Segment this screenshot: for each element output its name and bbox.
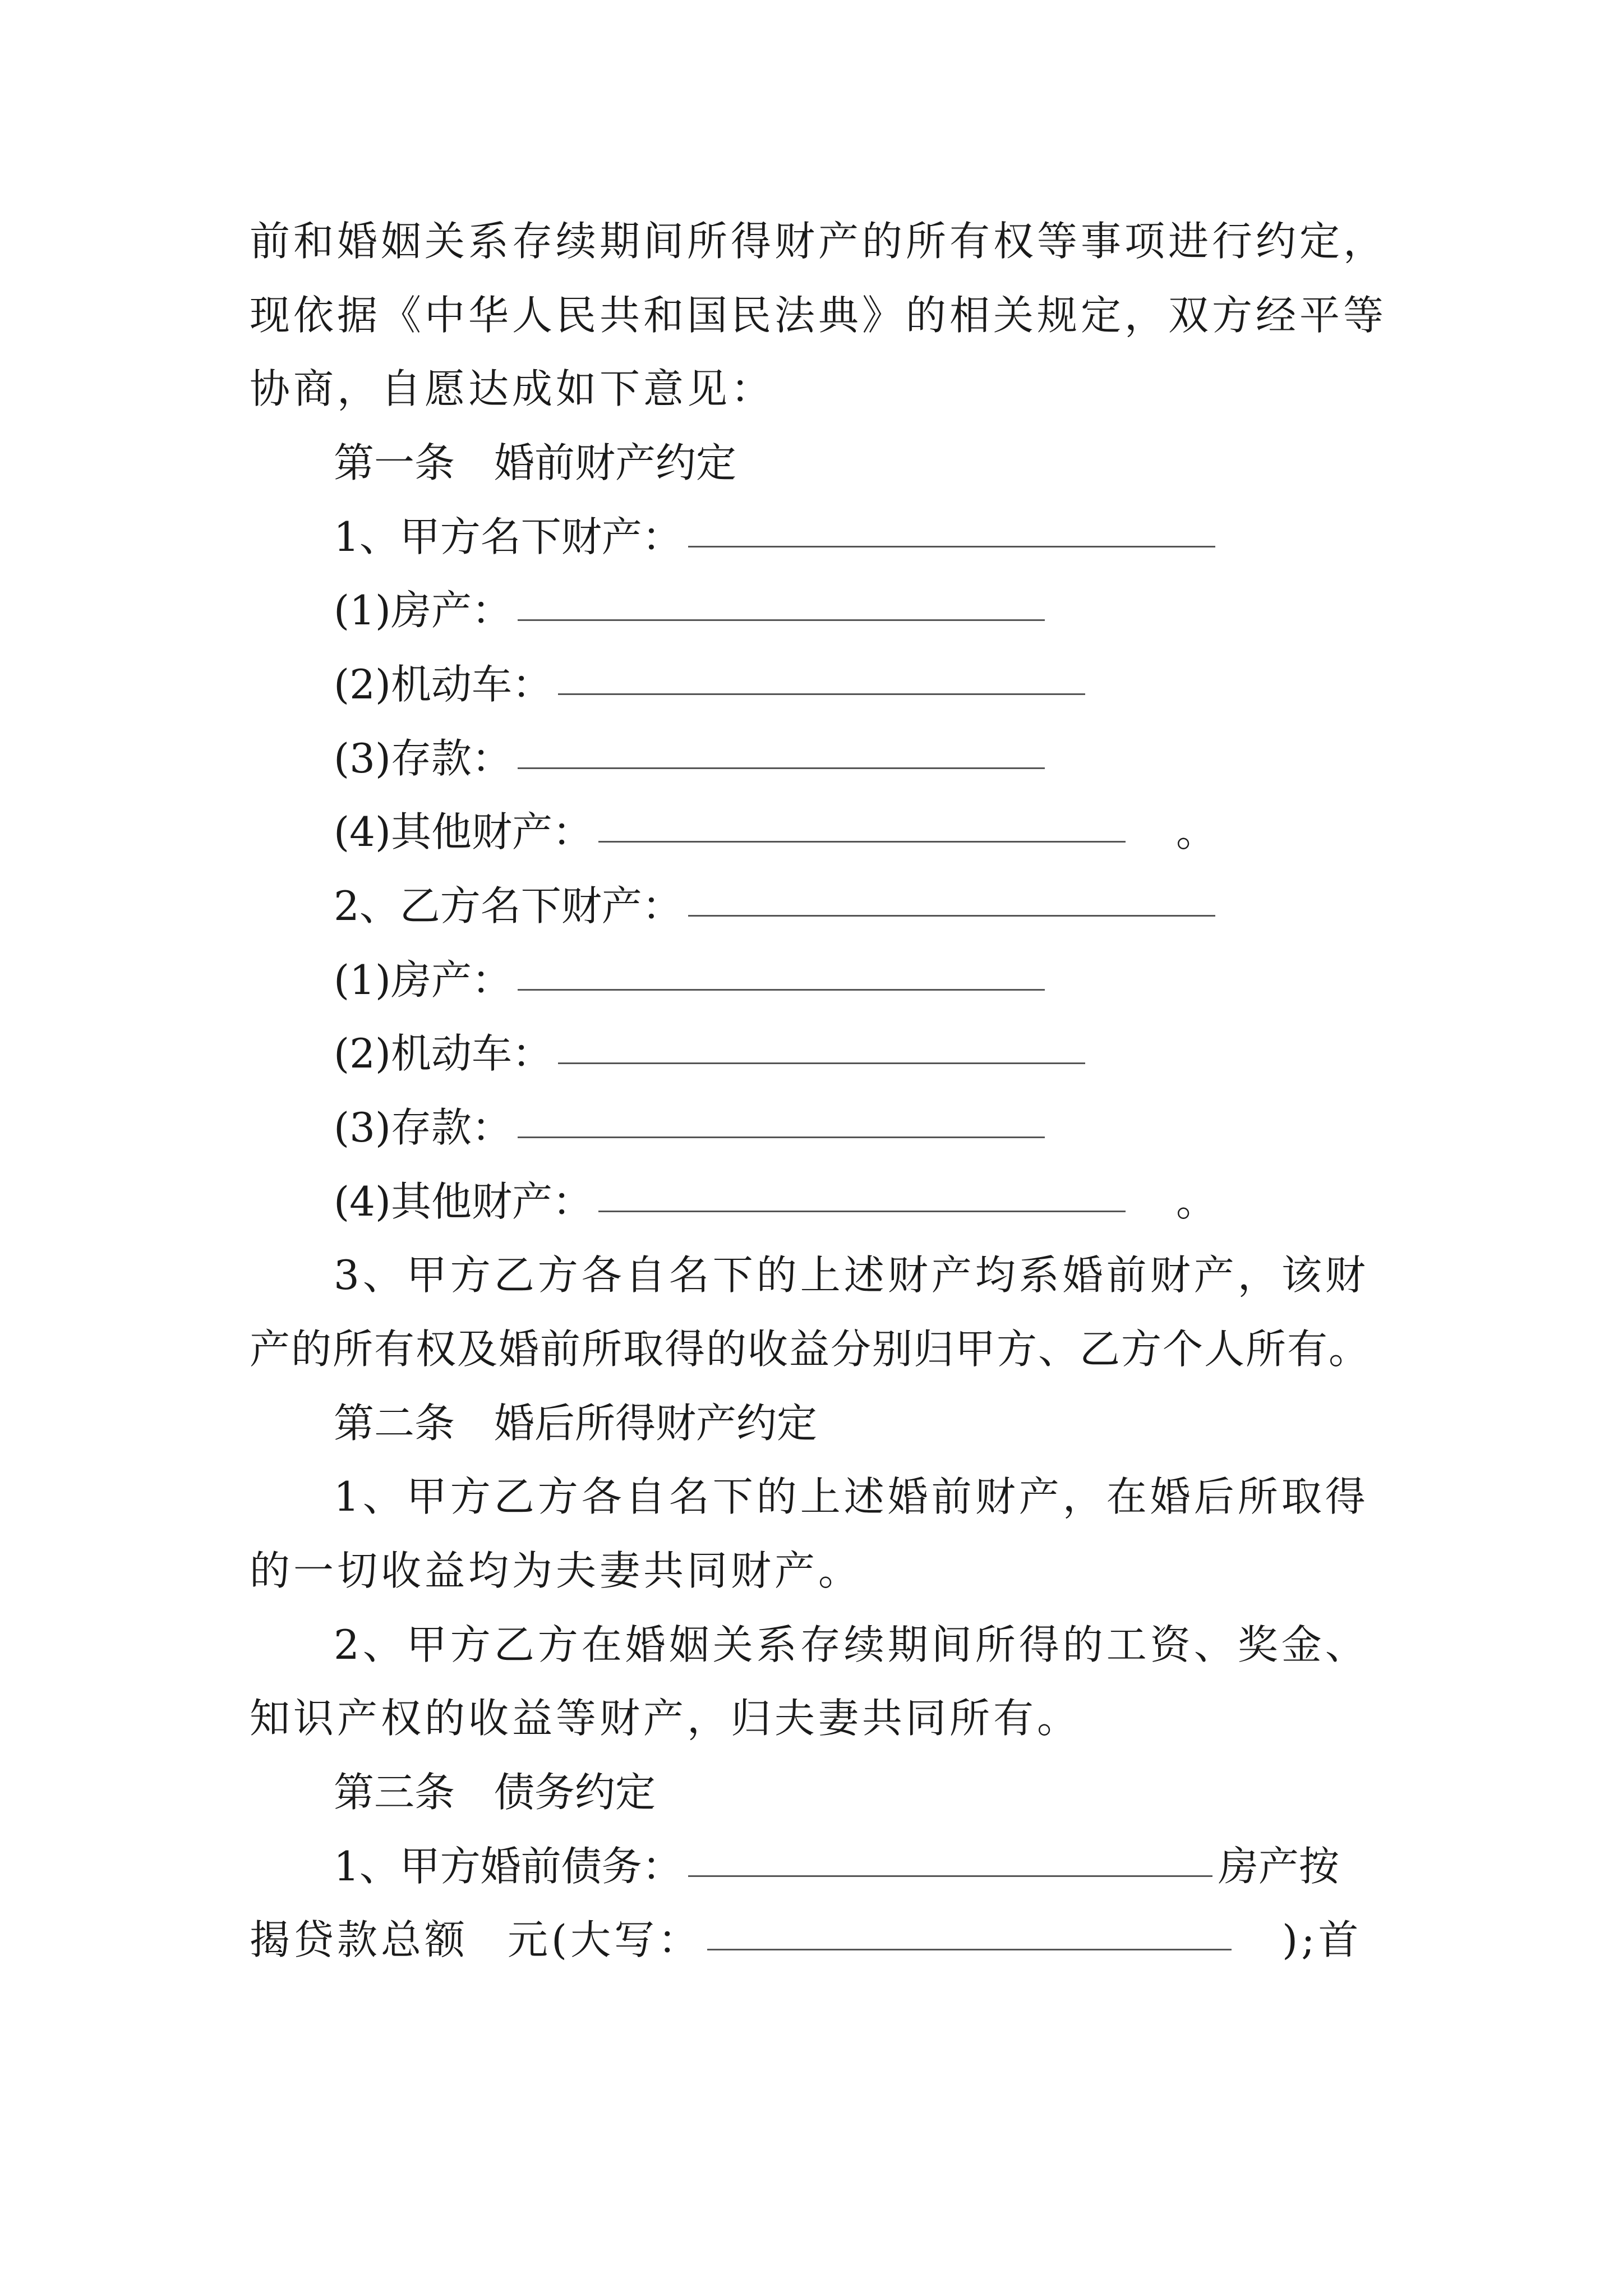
fill-in-blank[interactable] <box>518 1099 1045 1138</box>
fill-in-blank[interactable] <box>558 1025 1085 1064</box>
fill-in-blank[interactable] <box>558 656 1085 695</box>
party-b-vehicle-line <box>334 1025 1091 1082</box>
text-line: 1、甲方乙方各自名下的上述婚前财产，在婚后所取得 <box>334 1473 1369 1520</box>
field-label: (3)存款： <box>334 1104 512 1151</box>
text-line: 协商，自愿达成如下意见： <box>250 365 775 412</box>
party-b-deposit-line <box>334 1099 1050 1156</box>
field-label: 2、乙方名下财产： <box>334 882 683 930</box>
fill-in-blank[interactable] <box>518 952 1045 991</box>
party-a-deposit-line <box>334 730 1050 786</box>
fill-in-blank[interactable] <box>707 1912 1232 1950</box>
fill-in-blank[interactable] <box>688 1838 1212 1877</box>
article-heading: 债务约定 <box>494 1769 656 1816</box>
party-a-other-line <box>334 804 1216 860</box>
text-line: 3、甲方乙方各自名下的上述财产均系婚前财产，该财 <box>334 1251 1369 1299</box>
field-label: (2)机动车： <box>334 1030 552 1077</box>
text-line: 产的所有权及婚前所取得的收益分别归甲方、乙方个人所有。 <box>250 1326 1371 1373</box>
party-b-property-line <box>334 878 1221 934</box>
period: 。 <box>1176 808 1217 855</box>
fill-in-blank[interactable] <box>598 1174 1126 1212</box>
fill-in-blank[interactable] <box>688 509 1215 547</box>
article-2-title <box>334 1395 817 1451</box>
period: 。 <box>1176 1178 1217 1225</box>
party-b-house-line <box>334 952 1050 1008</box>
article-number: 第一条 <box>334 439 455 486</box>
field-label: (3)存款： <box>334 735 512 782</box>
field-label: (1)房产： <box>334 956 512 1004</box>
text-fragment: 元(大写： <box>508 1916 702 1963</box>
article-3-title <box>334 1764 656 1820</box>
article-heading: 婚前财产约定 <box>494 439 737 486</box>
text-line: 现依据《中华人民共和国民法典》的相关规定，双方经平等 <box>250 292 1387 339</box>
fill-in-blank[interactable] <box>598 804 1126 843</box>
article-heading: 婚后所得财产约定 <box>494 1400 818 1447</box>
party-a-vehicle-line <box>334 656 1091 712</box>
field-label: (1)房产： <box>334 587 512 634</box>
article-1-title <box>334 435 736 491</box>
party-b-other-line <box>334 1174 1216 1230</box>
field-label: 1、甲方名下财产： <box>334 513 683 560</box>
field-label: (2)机动车： <box>334 661 552 708</box>
party-a-house-line <box>334 582 1050 638</box>
text-line: 的一切收益均为夫妻共同财产。 <box>250 1547 863 1594</box>
mortgage-line <box>250 1912 1362 1968</box>
fill-in-blank[interactable] <box>688 878 1215 917</box>
text-fragment: 揭贷款总额 <box>250 1916 469 1963</box>
fill-in-blank[interactable] <box>518 582 1045 621</box>
text-line: 知识产权的收益等财产，归夫妻共同所有。 <box>250 1695 1081 1742</box>
article-number: 第二条 <box>334 1400 455 1447</box>
fill-in-blank[interactable] <box>518 730 1045 769</box>
field-label: 1、甲方婚前债务： <box>334 1843 683 1890</box>
party-a-debt-line <box>334 1838 1339 1894</box>
party-a-property-line <box>334 509 1221 565</box>
field-label: (4)其他财产： <box>334 1178 593 1225</box>
text-fragment: 房产按 <box>1218 1843 1339 1890</box>
article-number: 第三条 <box>334 1769 455 1816</box>
text-fragment: );首 <box>1282 1916 1362 1963</box>
field-label: (4)其他财产： <box>334 808 593 855</box>
text-line: 2、甲方乙方在婚姻关系存续期间所得的工资、奖金、 <box>334 1621 1369 1668</box>
text-line: 前和婚姻关系存续期间所得财产的所有权等事项进行约定， <box>250 218 1387 265</box>
